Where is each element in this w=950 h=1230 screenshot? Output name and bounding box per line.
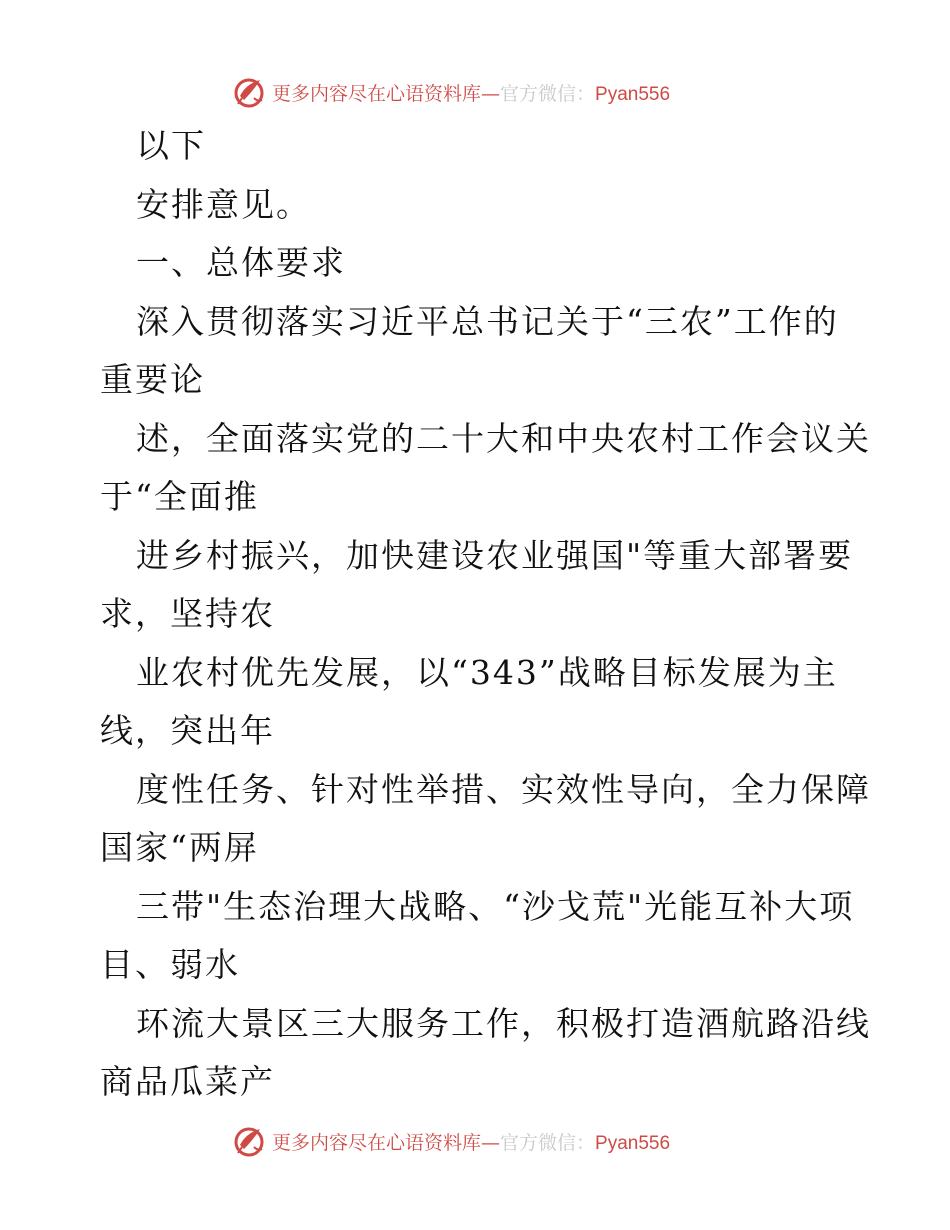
body-line: 以下: [136, 126, 206, 165]
body-line: 三带"生态治理大战略、“沙戈荒"光能互补大项: [136, 887, 855, 926]
body-line: 目、弱水: [100, 945, 240, 984]
banner-wechat-id: Pyan556: [595, 83, 671, 105]
body-line: 重要论: [100, 360, 205, 399]
body-line: 环流大景区三大服务工作，积极打造酒航路沿线: [136, 1004, 871, 1043]
body-line: 国家“两屏: [100, 828, 259, 867]
banner-separator: —: [481, 1131, 501, 1154]
footer-banner: [232, 1121, 752, 1161]
body-line: 业农村优先发展，以“343”战略目标发展为主: [136, 653, 838, 692]
body-line: 进乡村振兴，加快建设农业强国"等重大部署要: [136, 536, 854, 575]
body-line: 一、总体要求: [136, 243, 346, 282]
pen-logo-icon: [232, 1123, 268, 1159]
body-line: 求，坚持农: [100, 594, 275, 633]
body-line: 述，全面落实党的二十大和中央农村工作会议关: [136, 419, 871, 458]
body-line: 商品瓜菜产: [100, 1062, 275, 1101]
body-line: 度性任务、针对性举措、实效性导向，全力保障: [136, 770, 871, 809]
banner-site-name: 更多内容尽在心语资料库: [272, 1131, 482, 1154]
body-line: 于“全面推: [100, 477, 259, 516]
body-line: 线，突出年: [100, 711, 275, 750]
banner-wechat-label: 官方微信：: [500, 82, 596, 105]
banner-site-name: 更多内容尽在心语资料库: [272, 82, 482, 105]
banner-separator: —: [481, 82, 501, 105]
banner-wechat-label: 官方微信：: [500, 1131, 596, 1154]
body-line: 安排意见。: [136, 185, 311, 224]
banner-wechat-id: Pyan556: [595, 1132, 671, 1154]
body-line: 深入贯彻落实习近平总书记关于“三农”工作的: [136, 302, 839, 341]
